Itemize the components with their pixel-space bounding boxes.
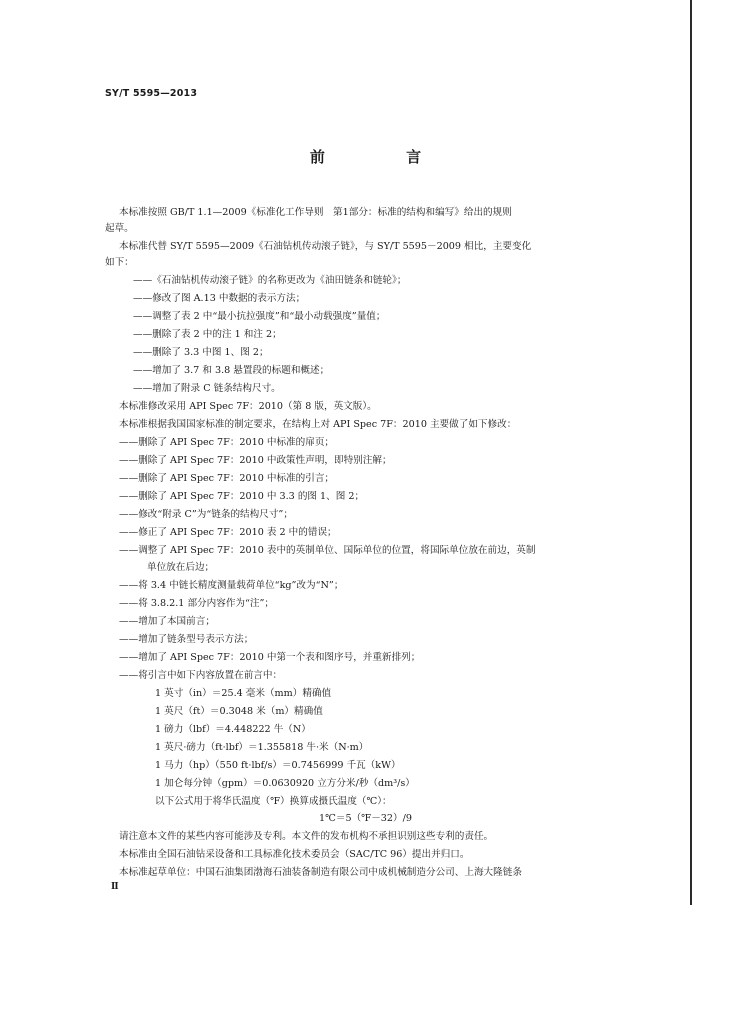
change-item: ——调整了表 2 中“最小抗拉强度”和“最小动载强度”量值； [133, 311, 386, 322]
paragraph-line: 本标准按照 GB/T 1.1—2009《标准化工作导则 第1部分：标准的结构和编写》给出的规则 [119, 207, 512, 218]
paragraph-line: 本标准起草单位：中国石油集团渤海石油装备制造有限公司中成机械制造分公司、上海大隆链条 [119, 867, 522, 878]
change-item: ——删除了表 2 中的注 1 和注 2； [133, 329, 282, 340]
modification-item: ——将 3.8.2.1 部分内容作为“注”； [119, 598, 275, 609]
page-title: 前 言 [309, 148, 460, 166]
modification-item: ——将 3.4 中链长精度测量载荷单位“kg”改为“N”； [119, 580, 344, 591]
modification-item: ——增加了 API Spec 7F：2010 中第一个表和图序号，并重新排列； [119, 652, 421, 663]
paragraph-line: 本标准根据我国国家标准的制定要求，在结构上对 API Spec 7F：2010 主要做了如下修改： [119, 419, 517, 430]
modification-item: 单位放在后边； [147, 562, 215, 573]
unit-conversion: 1 英尺（ft）＝0.3048 米（m）精确值 [155, 706, 323, 717]
change-item: ——《石油钻机传动滚子链》的名称更改为《油田链条和链轮》； [133, 275, 407, 286]
temperature-formula: 1℃＝5（℉－32）/9 [319, 813, 412, 824]
paragraph-line: 本标准修改采用 API Spec 7F：2010（第 8 版，英文版）。 [119, 401, 377, 412]
change-item: ——增加了附录 C 链条结构尺寸。 [133, 383, 281, 394]
unit-conversion: 1 英寸（in）＝25.4 毫米（mm）精确值 [155, 688, 332, 699]
change-item: ——删除了 3.3 中图 1、图 2； [133, 347, 269, 358]
paragraph-line: 如下： [105, 257, 134, 268]
modification-item: ——修改“附录 C”为“链条的结构尺寸”； [119, 509, 293, 520]
paragraph-line: 本标准代替 SY/T 5595—2009《石油钻机传动滚子链》，与 SY/T 5595－2009 相比，主要变化 [119, 241, 532, 252]
paragraph-line: 本标准由全国石油钻采设备和工具标准化技术委员会（SAC/TC 96）提出并归口。 [119, 849, 470, 860]
paragraph-line: 起草。 [105, 223, 134, 234]
scan-border-line [690, 0, 692, 905]
modification-item: ——修正了 API Spec 7F：2010 表 2 中的错误； [119, 527, 337, 538]
unit-conversion: 以下公式用于将华氏温度（℉）换算成摄氏温度（℃）： [155, 796, 392, 807]
page-number: Ⅱ [111, 882, 119, 892]
modification-item: ——删除了 API Spec 7F：2010 中标准的引言； [119, 473, 335, 484]
paragraph-line: 请注意本文件的某些内容可能涉及专利。本文件的发布机构不承担识别这些专利的责任。 [119, 831, 494, 842]
modification-item: ——调整了 API Spec 7F：2010 表中的英制单位、国际单位的位置，将国际单位放在前边，英制 [119, 545, 536, 556]
modification-item: ——删除了 API Spec 7F：2010 中 3.3 的图 1、图 2； [119, 491, 365, 502]
unit-conversion: 1 英尺·磅力（ft·lbf）＝1.355818 牛·米（N·m） [155, 742, 369, 753]
unit-conversion: 1 磅力（lbf）＝4.448222 牛（N） [155, 724, 311, 735]
unit-conversion: 1 加仑每分钟（gpm）＝0.0630920 立方分米/秒（dm³/s） [155, 778, 415, 789]
modification-item: ——增加了本国前言； [119, 616, 215, 627]
change-item: ——增加了 3.7 和 3.8 悬置段的标题和概述； [133, 365, 330, 376]
modification-item: ——删除了 API Spec 7F：2010 中标准的扉页； [119, 437, 335, 448]
modification-item: ——增加了链条型号表示方法； [119, 634, 254, 645]
modification-item: ——将引言中如下内容放置在前言中： [119, 670, 283, 681]
unit-conversion: 1 马力（hp）（550 ft·lbf/s）＝0.7456999 千瓦（kW） [155, 760, 401, 771]
modification-item: ——删除了 API Spec 7F：2010 中政策性声明，即特别注解； [119, 455, 392, 466]
standard-code: SY/T 5595—2013 [105, 88, 198, 99]
change-item: ——修改了图 A.13 中数据的表示方法； [133, 293, 306, 304]
